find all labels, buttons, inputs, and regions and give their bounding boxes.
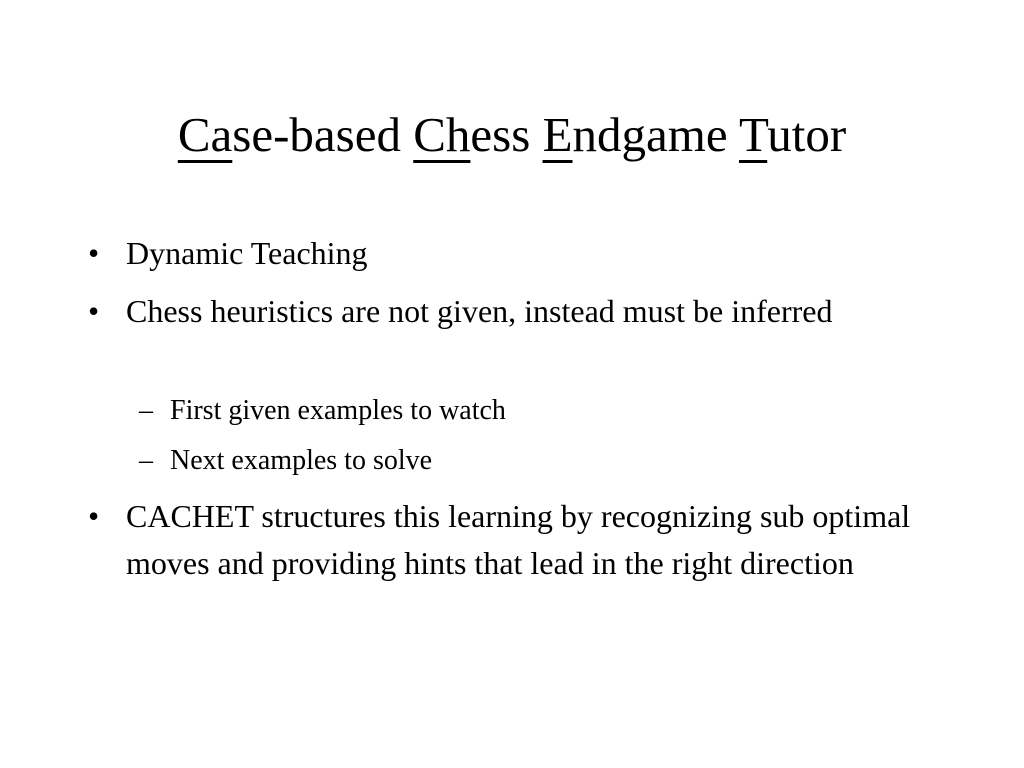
bullet-text: CACHET structures this learning by recognizing sub optimal moves and providing hints that lead in the right direction: [126, 498, 911, 581]
bullet-marker: •: [88, 293, 100, 329]
title-part-ch: Ch: [413, 107, 471, 162]
bullet-text: Dynamic Teaching: [126, 235, 368, 271]
bullet-text: Chess heuristics are not given, instead must be inferred: [126, 293, 833, 329]
title-part-ess: ess: [470, 107, 543, 162]
sub-bullet-marker: –: [139, 445, 153, 476]
title-part-e: E: [542, 107, 573, 162]
bullet-marker: •: [88, 498, 100, 534]
title-part-ndgame: ndgame: [572, 107, 739, 162]
sub-bullet-marker: –: [139, 395, 153, 426]
title-part-t: T: [738, 107, 768, 162]
title-part-se-based: se-based: [232, 107, 414, 162]
title-part-ca: Ca: [177, 107, 233, 162]
sub-bullet-text: First given examples to watch: [170, 395, 506, 426]
title-part-utor: utor: [767, 107, 847, 162]
sub-bullet-text: Next examples to solve: [170, 445, 433, 476]
bullet-marker: •: [88, 235, 100, 271]
